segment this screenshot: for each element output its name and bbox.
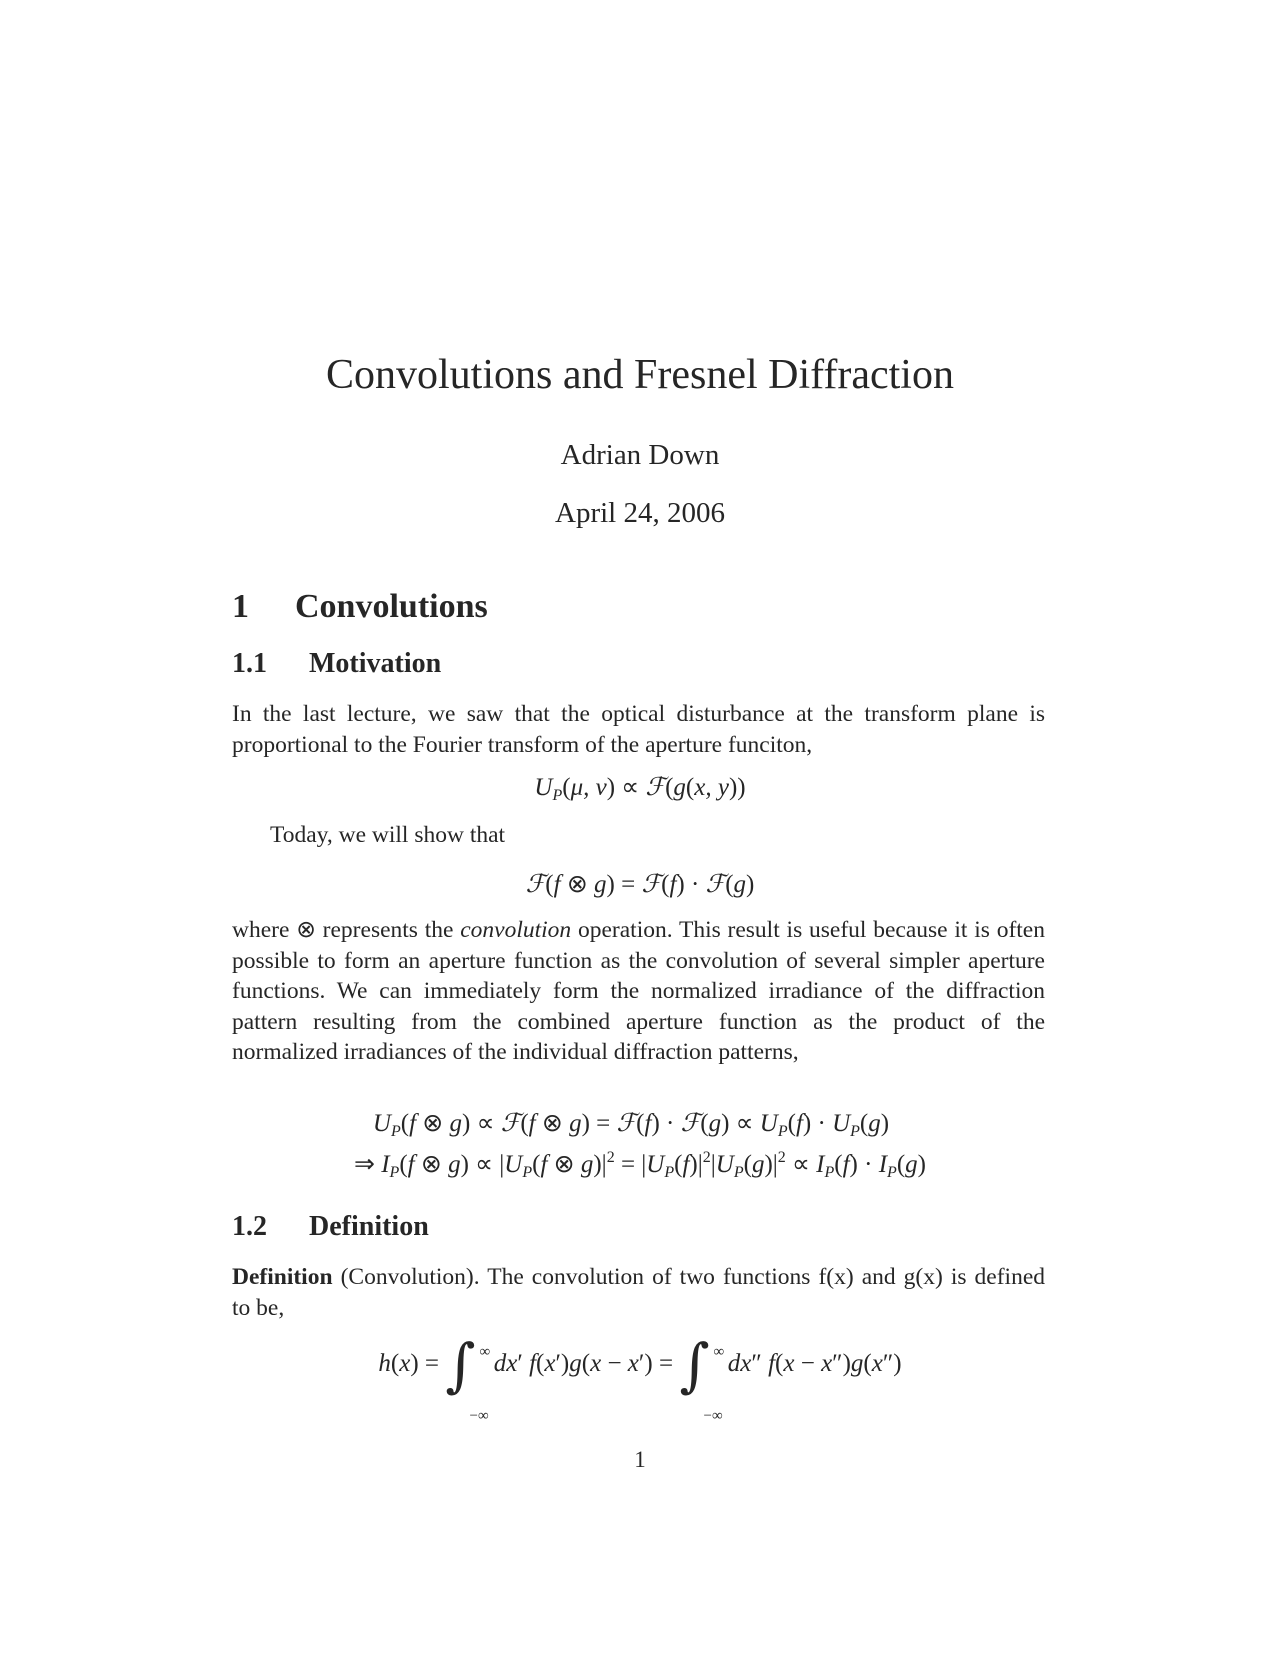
- definition-paragraph: [232, 1262, 1045, 1323]
- paragraph-motivation: In the last lecture, we saw that the optical disturbance at the transform plane is proportional to the Fourier transform of the aperture funciton,: [232, 701, 1045, 758]
- para3-emphasis: convolution: [460, 917, 572, 943]
- definition-label: Definition: [232, 1264, 333, 1290]
- subsection-number: 1.1: [232, 648, 267, 679]
- paragraph-convolution: [232, 915, 1045, 1068]
- document-date: April 24, 2006: [555, 497, 725, 529]
- subsection-title: Definition: [309, 1211, 429, 1242]
- page-number: 1: [634, 1447, 646, 1472]
- definition-text: The convolution of two functions f(x) and g(x) is defined to be,: [232, 1264, 1045, 1321]
- section-heading: [232, 587, 488, 627]
- equation-3: $U_P(f$ ⊗ g) ∝ ℱ(f ⊗ g) = ℱ(f) · ℱ(g) ∝ $U_P(f) \cdot U_P(g)$: [372, 1108, 890, 1140]
- subsection-heading-motivation: [232, 647, 441, 681]
- section-title: Convolutions: [295, 588, 488, 625]
- section-number: 1: [232, 588, 249, 625]
- para3-text-before: where ⊗ represents the: [232, 917, 461, 943]
- paragraph-today: Today, we will show that: [270, 822, 506, 848]
- document-title: Convolutions and Fresnel Diffraction: [326, 352, 954, 398]
- para3-text-after: operation. This result is useful because it is often possible to form an aperture function as the convolution of several simpler aperture functions. We can immediately form the normalized irradiance of the diffraction pattern resulting from the combined aperture function as the product of the normalized irradiances of the individual diffraction patterns,: [232, 917, 1045, 1065]
- subsection-heading-definition: [232, 1210, 429, 1244]
- equation-4: ⇒ $I_P(f$ ⊗ $g) \propto |U_P(f$ ⊗ $g)|^2 = |U_P(f)|^2|U_P(g)|^2 \propto I_P(f) \cdot I_P(g)$: [354, 1149, 926, 1181]
- subsection-title: Motivation: [309, 648, 442, 679]
- subsection-number: 1.2: [232, 1211, 267, 1242]
- equation-2: ℱ(f ⊗ g) = ℱ(f) · ℱ(g): [525, 869, 755, 898]
- definition-name: (Convolution).: [340, 1264, 480, 1290]
- author-name: Adrian Down: [560, 439, 720, 471]
- equation-1: $U_P(\mu$, ν) ∝ ℱ(g(x, y)): [534, 772, 746, 804]
- equation-5: h(x) = ∫ ∞ −∞ dx′ f(x′)g(x − x′) = ∫ ∞ −∞ dx″ f(x − x″)g(x″): [378, 1331, 902, 1424]
